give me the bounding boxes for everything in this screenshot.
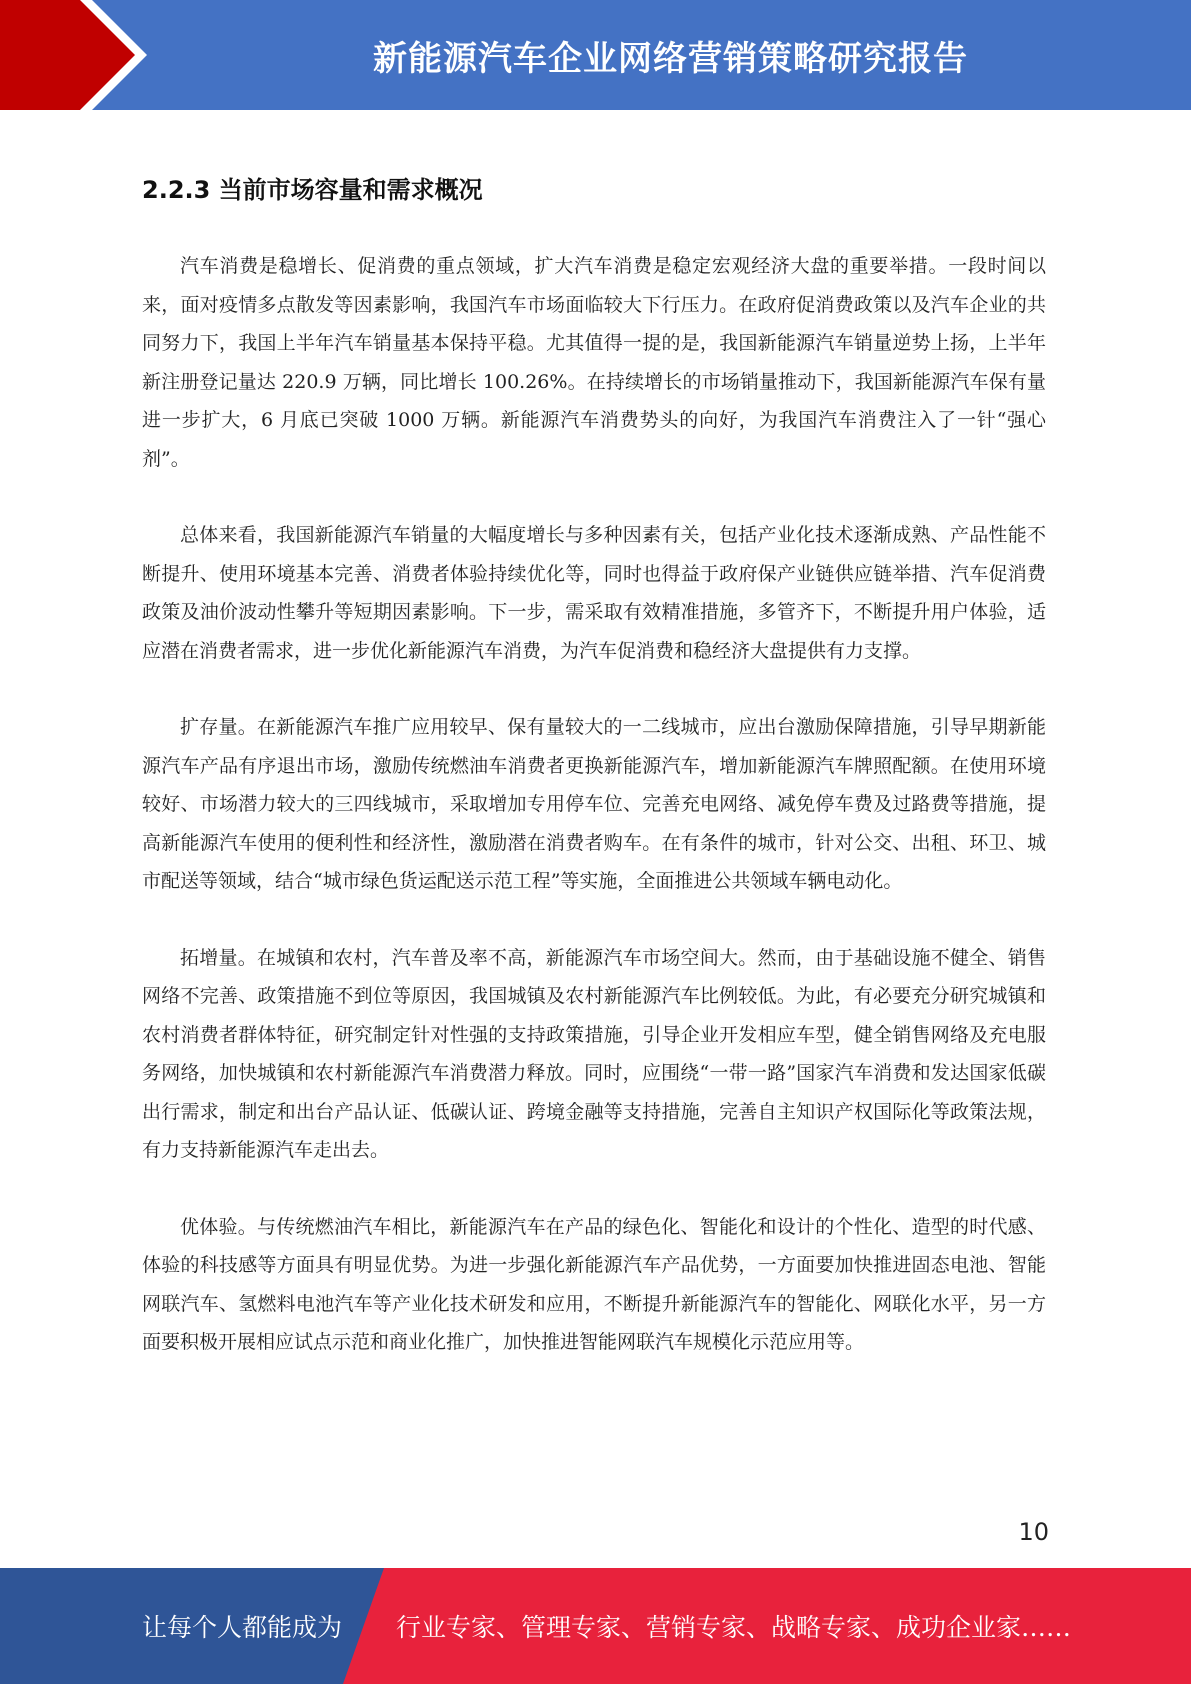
paragraph-market-overview: 汽车消费是稳增长、促消费的重点领域，扩大汽车消费是稳定宏观经济大盘的重要举措。一段时间以来，面对疫情多点散发等因素影响，我国汽车市场面临较大下行压力。在政府促消费政策以及汽车企业的共同努力下，我国上半年汽车销量基本保持平稳。尤其值得一提的是，我国新能源汽车销量逆势上扬，上半年新注册登记量达 220.9 万辆，同比增长 100.26%。在持续增长的市场销量推动下，我国新能源汽车保有量进一步扩大，6 月底已突破 1000 万辆。新能源汽车消费势头的向好，为我国汽车消费注入了一针“强心剂”。 [142,255,1046,470]
body-content [142,247,1046,1400]
footer-slogan-left: 让每个人都能成为 [142,1613,343,1642]
footer-slogan-right: 行业专家、管理专家、营销专家、战略专家、成功企业家…… [396,1613,1072,1642]
document-title: 新能源汽车企业网络营销策略研究报告 [373,38,968,79]
page-header [0,0,1191,110]
section-heading: 2.2.3 当前市场容量和需求概况 [142,176,483,204]
page-footer [0,1568,1191,1684]
page-number: 10 [1018,1518,1049,1546]
paragraph-expand-increment: 拓增量。在城镇和农村，汽车普及率不高，新能源汽车市场空间大。然而，由于基础设施不健全、销售网络不完善、政策措施不到位等原因，我国城镇及农村新能源汽车比例较低。为此，有必要充分研究城镇和农村消费者群体特征，研究制定针对性强的支持政策措施，引导企业开发相应车型，健全销售网络及充电服务网络，加快城镇和农村新能源汽车消费潜力释放。同时，应围绕“一带一路”国家汽车消费和发达国家低碳出行需求，制定和出台产品认证、低碳认证、跨境金融等支持措施，完善自主知识产权国际化等政策法规，有力支持新能源汽车走出去。 [142,946,1046,1161]
paragraph-growth-factors: 总体来看，我国新能源汽车销量的大幅度增长与多种因素有关，包括产业化技术逐渐成熟、产品性能不断提升、使用环境基本完善、消费者体验持续优化等，同时也得益于政府保产业链供应链举措、汽车促消费政策及油价波动性攀升等短期因素影响。下一步，需采取有效精准措施，多管齐下，不断提升用户体验，适应潜在消费者需求，进一步优化新能源汽车消费，为汽车促消费和稳经济大盘提供有力支撑。 [142,524,1046,662]
paragraph-optimize-experience: 优体验。与传统燃油汽车相比，新能源汽车在产品的绿色化、智能化和设计的个性化、造型的时代感、体验的科技感等方面具有明显优势。为进一步强化新能源汽车产品优势，一方面要加快推进固态电池、智能网联汽车、氢燃料电池汽车等产业化技术研发和应用，不断提升新能源汽车的智能化、网联化水平，另一方面要积极开展相应试点示范和商业化推广，加快推进智能网联汽车规模化示范应用等。 [142,1215,1046,1353]
paragraph-expand-stock: 扩存量。在新能源汽车推广应用较早、保有量较大的一二线城市，应出台激励保障措施，引导早期新能源汽车产品有序退出市场，激励传统燃油车消费者更换新能源汽车，增加新能源汽车牌照配额。在使用环境较好、市场潜力较大的三四线城市，采取增加专用停车位、完善充电网络、减免停车费及过路费等措施，提高新能源汽车使用的便利性和经济性，激励潜在消费者购车。在有条件的城市，针对公交、出租、环卫、城市配送等领域，结合“城市绿色货运配送示范工程”等实施，全面推进公共领域车辆电动化。 [142,716,1046,892]
